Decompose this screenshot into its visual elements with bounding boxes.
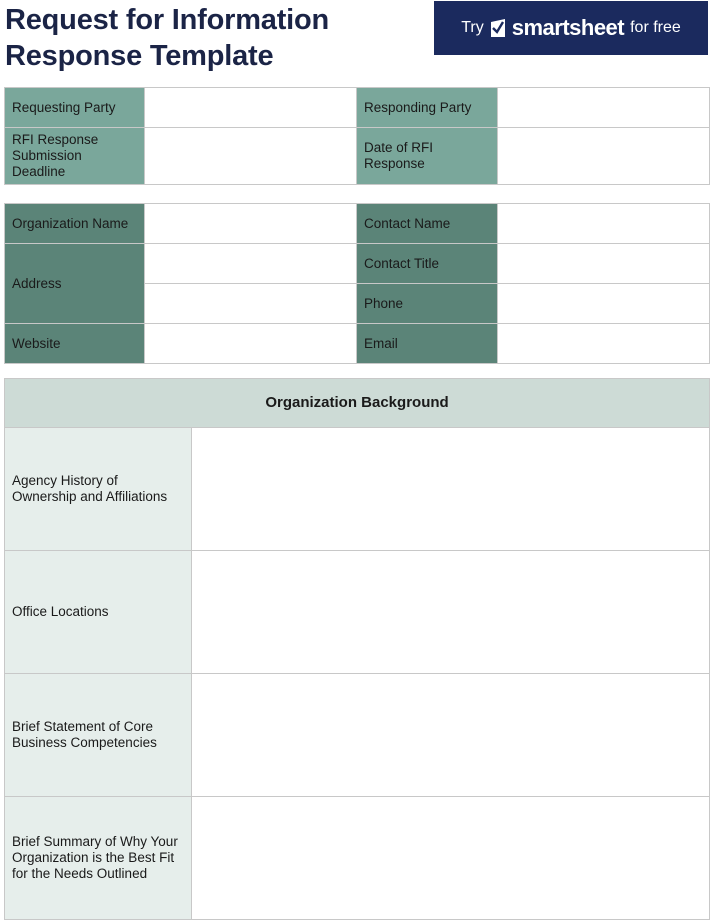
requesting-party-field[interactable] [145, 88, 357, 128]
promo-try-label: Try [461, 19, 484, 36]
website-field[interactable] [145, 324, 357, 364]
address-label: Address [5, 244, 145, 324]
contact-name-label: Contact Name [357, 204, 498, 244]
response-date-field[interactable] [498, 128, 710, 185]
smartsheet-check-icon [490, 18, 506, 38]
smartsheet-promo-button[interactable] [434, 1, 708, 55]
submission-deadline-label: RFI Response Submission Deadline [5, 128, 145, 185]
email-label: Email [357, 324, 498, 364]
promo-brand-label: smartsheet [511, 15, 625, 40]
phone-field[interactable] [498, 284, 710, 324]
address-field-line-2[interactable] [145, 284, 357, 324]
responding-party-field[interactable] [498, 88, 710, 128]
promo-free-label: for free [630, 19, 681, 36]
best-fit-summary-field[interactable] [192, 797, 710, 920]
ownership-history-field[interactable] [192, 428, 710, 551]
core-competencies-field[interactable] [192, 674, 710, 797]
contact-title-label: Contact Title [357, 244, 498, 284]
address-field-line-1[interactable] [145, 244, 357, 284]
office-locations-field[interactable] [192, 551, 710, 674]
responding-party-label: Responding Party [357, 88, 498, 128]
requesting-party-label: Requesting Party [5, 88, 145, 128]
response-date-label: Date of RFI Response [357, 128, 498, 185]
contact-info-table [4, 203, 710, 364]
office-locations-label: Office Locations [5, 551, 192, 674]
submission-deadline-field[interactable] [145, 128, 357, 185]
organization-name-label: Organization Name [5, 204, 145, 244]
core-competencies-label: Brief Statement of Core Business Competencies [5, 674, 192, 797]
contact-title-field[interactable] [498, 244, 710, 284]
email-field[interactable] [498, 324, 710, 364]
best-fit-summary-label: Brief Summary of Why Your Organization is the Best Fit for the Needs Outlined [5, 797, 192, 920]
page-title: Request for Information Response Template [5, 4, 330, 72]
organization-background-heading: Organization Background [5, 379, 710, 428]
contact-name-field[interactable] [498, 204, 710, 244]
organization-name-field[interactable] [145, 204, 357, 244]
rfi-info-table [4, 87, 710, 185]
organization-background-table [4, 378, 710, 920]
ownership-history-label: Agency History of Ownership and Affiliations [5, 428, 192, 551]
phone-label: Phone [357, 284, 498, 324]
website-label: Website [5, 324, 145, 364]
